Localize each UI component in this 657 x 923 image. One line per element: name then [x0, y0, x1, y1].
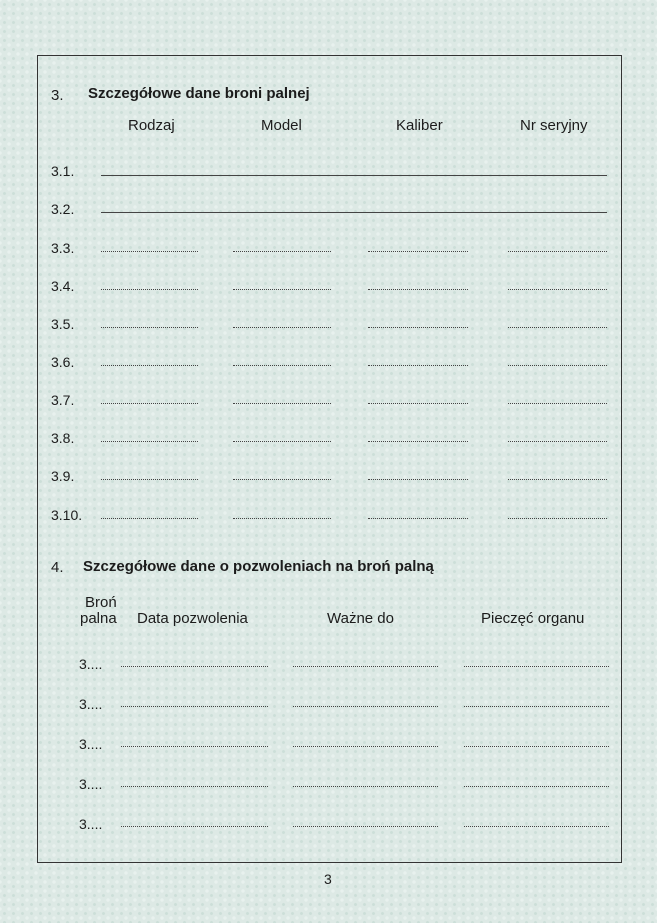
model-entry-field[interactable] [233, 479, 331, 480]
kaliber-entry-field[interactable] [368, 479, 468, 480]
wazne-do-entry-field[interactable] [293, 666, 438, 667]
nr-seryjny-entry-field[interactable] [508, 441, 607, 442]
kaliber-entry-field[interactable] [368, 441, 468, 442]
row-label-3-1: 3.1. [51, 163, 75, 179]
kaliber-entry-field[interactable] [368, 251, 468, 252]
row-label-3-9: 3.9. [51, 468, 75, 484]
nr-seryjny-entry-field[interactable] [508, 518, 607, 519]
kaliber-entry-field[interactable] [368, 365, 468, 366]
section-3-number: 3. [51, 87, 64, 104]
model-entry-field[interactable] [233, 518, 331, 519]
rodzaj-entry-field[interactable] [101, 441, 198, 442]
row-label-3-5: 3.5. [51, 316, 75, 332]
data-pozwolenia-entry-field[interactable] [121, 666, 268, 667]
row-label-3-10: 3.10. [51, 507, 83, 523]
permit-row-label: 3.... [79, 816, 103, 832]
permit-row-label: 3.... [79, 736, 103, 752]
nr-seryjny-entry-field[interactable] [508, 327, 607, 328]
permit-row-label: 3.... [79, 696, 103, 712]
kaliber-entry-field[interactable] [368, 289, 468, 290]
section-4-number: 4. [51, 559, 64, 576]
rodzaj-entry-field[interactable] [101, 327, 198, 328]
row-label-3-3: 3.3. [51, 240, 75, 256]
section-3-title: Szczegółowe dane broni palnej [88, 85, 310, 102]
row-label-3-6: 3.6. [51, 354, 75, 370]
column-header-nr-seryjny: Nr seryjny [520, 117, 588, 134]
rodzaj-entry-field[interactable] [101, 518, 198, 519]
pieczec-organu-entry-field[interactable] [464, 826, 609, 827]
rodzaj-entry-field[interactable] [101, 251, 198, 252]
row-label-3-8: 3.8. [51, 430, 75, 446]
column-header-rodzaj: Rodzaj [128, 117, 175, 134]
wazne-do-entry-field[interactable] [293, 826, 438, 827]
data-pozwolenia-entry-field[interactable] [121, 826, 268, 827]
model-entry-field[interactable] [233, 251, 331, 252]
pieczec-organu-entry-field[interactable] [464, 746, 609, 747]
column-header-data-pozwolenia: Data pozwolenia [137, 610, 248, 627]
page-frame [37, 55, 622, 863]
page-number: 3 [324, 871, 332, 887]
kaliber-entry-field[interactable] [368, 518, 468, 519]
permit-row-label: 3.... [79, 656, 103, 672]
pieczec-organu-entry-field[interactable] [464, 706, 609, 707]
nr-seryjny-entry-field[interactable] [508, 289, 607, 290]
rodzaj-entry-field[interactable] [101, 289, 198, 290]
model-entry-field[interactable] [233, 441, 331, 442]
pieczec-organu-entry-field[interactable] [464, 666, 609, 667]
column-header-wazne-do: Ważne do [327, 610, 394, 627]
column-header-kaliber: Kaliber [396, 117, 443, 134]
column-header-bron: Broń [85, 594, 117, 611]
model-entry-field[interactable] [233, 403, 331, 404]
section-4-title: Szczegółowe dane o pozwoleniach na broń palną [83, 558, 434, 575]
rodzaj-entry-field[interactable] [101, 479, 198, 480]
nr-seryjny-entry-field[interactable] [508, 251, 607, 252]
rodzaj-entry-field[interactable] [101, 365, 198, 366]
nr-seryjny-entry-field[interactable] [508, 479, 607, 480]
model-entry-field[interactable] [233, 327, 331, 328]
data-pozwolenia-entry-field[interactable] [121, 786, 268, 787]
nr-seryjny-entry-field[interactable] [508, 403, 607, 404]
entry-line[interactable] [101, 212, 607, 213]
row-label-3-7: 3.7. [51, 392, 75, 408]
permit-row-label: 3.... [79, 776, 103, 792]
model-entry-field[interactable] [233, 365, 331, 366]
rodzaj-entry-field[interactable] [101, 403, 198, 404]
row-label-3-2: 3.2. [51, 201, 75, 217]
kaliber-entry-field[interactable] [368, 327, 468, 328]
data-pozwolenia-entry-field[interactable] [121, 706, 268, 707]
wazne-do-entry-field[interactable] [293, 786, 438, 787]
row-label-3-4: 3.4. [51, 278, 75, 294]
column-header-palna: palna [80, 610, 117, 627]
model-entry-field[interactable] [233, 289, 331, 290]
column-header-pieczec-organu: Pieczęć organu [481, 610, 585, 627]
pieczec-organu-entry-field[interactable] [464, 786, 609, 787]
kaliber-entry-field[interactable] [368, 403, 468, 404]
entry-line[interactable] [101, 175, 607, 176]
wazne-do-entry-field[interactable] [293, 706, 438, 707]
nr-seryjny-entry-field[interactable] [508, 365, 607, 366]
column-header-model: Model [261, 117, 302, 134]
wazne-do-entry-field[interactable] [293, 746, 438, 747]
data-pozwolenia-entry-field[interactable] [121, 746, 268, 747]
